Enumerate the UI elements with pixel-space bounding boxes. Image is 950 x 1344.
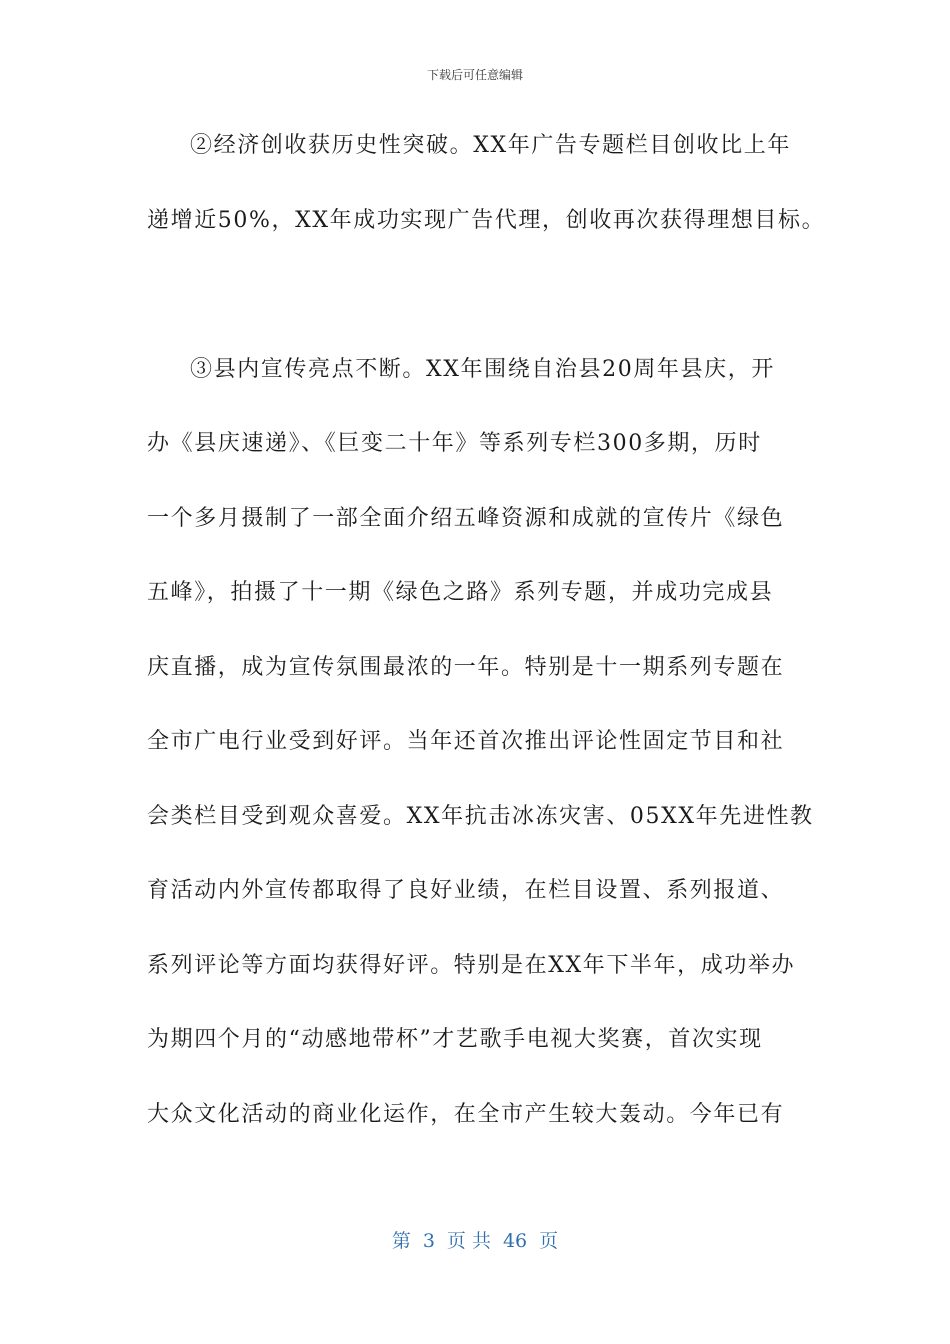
paragraph-line-6: 五峰》，拍摄了十一期《绿色之路》系列专题，并成功完成县 [147,580,774,605]
paragraph-line-9: 会类栏目受到观众喜爱。XX年抗击冰冻灾害、05XX年先进性教 [147,804,814,829]
paragraph-line-7: 庆直播，成为宣传氛围最浓的一年。特别是十一期系列专题在 [147,655,785,680]
footer-page-prefix: 第 [391,1230,411,1252]
paragraph-line-8: 全市广电行业受到好评。当年还首次推出评论性固定节目和社 [147,729,785,754]
footer-page-suffix: 页 [539,1230,559,1252]
paragraph-line-3: ③县内宣传亮点不断。XX年围绕自治县20周年县庆，开 [190,357,775,382]
footer-page-middle: 页 共 [446,1230,491,1252]
paragraph-line-12: 为期四个月的“动感地带杯”才艺歌手电视大奖赛，首次实现 [147,1027,763,1052]
page-footer [0,1226,950,1253]
header-note: 下载后可任意编辑 [426,68,523,82]
footer-page-number: 3 [422,1230,435,1252]
footer-total-pages: 46 [502,1230,528,1252]
paragraph-line-4: 办《县庆速递》、《巨变二十年》等系列专栏300多期，历时 [147,431,762,456]
paragraph-line-2: 递增近50%，XX年成功实现广告代理，创收再次获得理想目标。 [147,208,826,233]
paragraph-line-11: 系列评论等方面均获得好评。特别是在XX年下半年，成功举办 [147,953,796,978]
paragraph-line-13: 大众文化活动的商业化运作，在全市产生较大轰动。今年已有 [147,1102,785,1127]
paragraph-line-10: 育活动内外宣传都取得了良好业绩，在栏目设置、系列报道、 [147,878,785,903]
paragraph-line-5: 一个多月摄制了一部全面介绍五峰资源和成就的宣传片《绿色 [147,506,785,531]
paragraph-line-1: ②经济创收获历史性突破。XX年广告专题栏目创收比上年 [190,133,791,158]
